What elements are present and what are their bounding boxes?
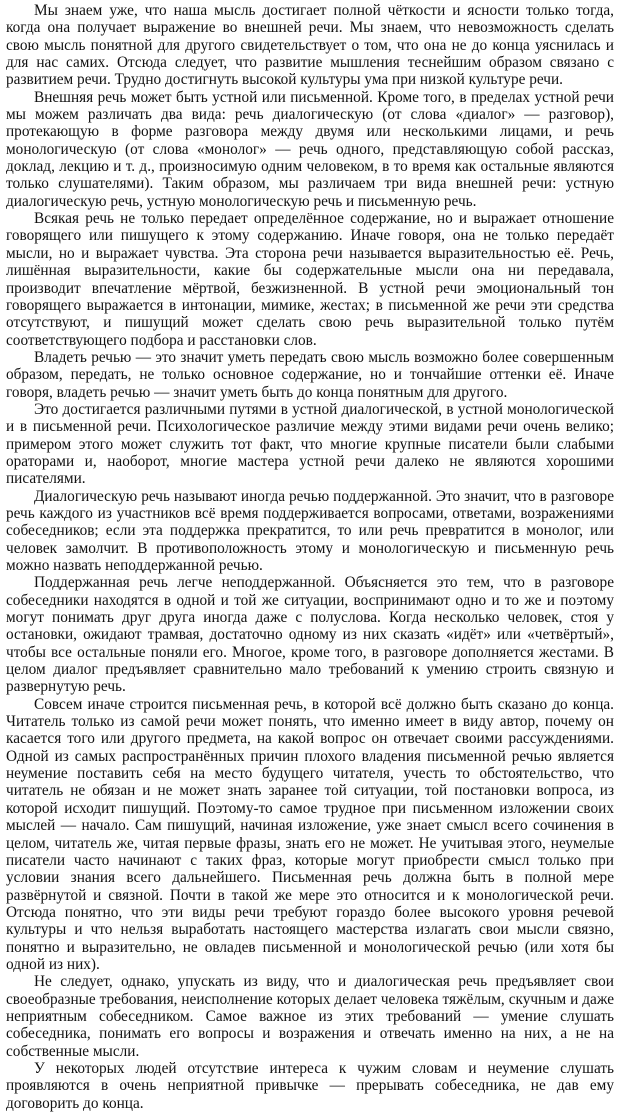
paragraph-6: Диалогическую речь называют иногда речью поддержанной. Это значит, что в разговоре речь каждого из участников всё время поддерживается вопросами, ответами, возражениями собеседников; если эта поддержка прекратится, то или речь превратится в монолог, или человек замолчит. В противоположность этому и монологическую и письменную речь можно назвать неподдержанной речью.: [6, 487, 614, 574]
paragraph-3: Всякая речь не только передает определённое содержание, но и выражает отношение говорящего или пишущего к этому содержанию. Иначе говоря, она не только передаёт мысли, но и выражает чувства. Эта сторона речи называется выразительностью её. Речь, лишённая выразительности, какие бы содержательные мысли она ни передавала, производит впечатление мёртвой, безжизненной. В устной речи эмоциональный тон говорящего выражается в интонации, мимике, жестах; в письменной же речи эти средства отсутствуют, и пишущий может сделать свою речь выразительной только путём соответствующего подбора и расстановки слов.: [6, 210, 614, 349]
paragraph-9: Не следует, однако, упускать из виду, что и диалогическая речь предъявляет свои своеобразные требования, неисполнение которых делает человека тяжёлым, скучным и даже неприятным собеседником. Самое важное из этих требований — умение слушать собеседника, понимать его вопросы и возражения и отвечать именно на них, а не на собственные мысли.: [6, 973, 614, 1060]
paragraph-4: Владеть речью — это значит уметь передать свою мысль возможно более совершенным образом, передать, не только основное содержание, но и тончайшие оттенки её. Иначе говоря, владеть речью — значит уметь быть до конца понятным для другого.: [6, 348, 614, 401]
paragraph-2: Внешняя речь может быть устной или письменной. Кроме того, в пределах устной речи мы можем различать два вида: речь диалогическую (от слова «диалог» — разговор), протекающую в форме разговора между двумя или несколькими лицами, и речь монологическую (от слова «монолог» — речь одного, представляющую собой рассказ, доклад, лекцию и т. д., произносимую одним человеком, в то время как остальные являются только слушателями). Таким образом, мы различаем три вида внешней речи: устную диалогическую речь, устную монологическую речь и письменную речь.: [6, 88, 614, 210]
paragraph-1: Мы знаем уже, что наша мысль достигает полной чёткости и ясности только тогда, когда она получает выражение во внешней речи. Мы знаем, что невозможность сделать свою мысль понятной для другого свидетельствует о том, что она не до конца уяснилась и для нас самих. Отсюда следует, что развитие мышления теснейшим образом связано с развитием речи. Трудно достигнуть высокой культуры ума при низкой культуре речи.: [6, 2, 614, 89]
paragraph-10: У некоторых людей отсутствие интереса к чужим словам и неумение слушать проявляются в очень неприятной привычке — прерывать собеседника, не дав ему договорить до конца.: [6, 1059, 614, 1112]
paragraph-5: Это достигается различными путями в устной диалогической, в устной монологической и в письменной речи. Психологическое различие между этими видами речи очень велико; примером этого может служить тот факт, что многие крупные писатели были слабыми ораторами и, наоборот, многие мастера устной речи далеко не являются хорошими писателями.: [6, 400, 614, 488]
paragraph-7: Поддержанная речь легче неподдержанной. Объясняется это тем, что в разговоре собеседники находятся в одной и той же ситуации, воспринимают одно и то же и поэтому могут понимать друг друга иногда даже с полуслова. Когда несколько человек, стоя у остановки, ожидают трамвая, достаточно одному из них сказать «идёт» или «четвёртый», чтобы все остальные поняли его. Многое, кроме того, в разговоре дополняется жестами. В целом диалог предъявляет сравнительно мало требований к умению строить связную и развернутую речь.: [6, 574, 614, 696]
paragraph-8: Совсем иначе строится письменная речь, в которой всё должно быть сказано до конца. Читатель только из самой речи может понять, что именно имеет в виду автор, почему он касается того или другого предмета, на какой вопрос он отвечает своими рассуждениями. Одной из самых распространённых причин плохого владения письменной речью является неумение поставить себя на место будущего читателя, учесть то обстоятельство, что читатель не обязан и не может знать заранее той ситуации, той постановки вопроса, из которой исходит пишущий. Поэтому-то самое трудное при письменном изложении своих мыслей — начало. Сам пишущий, начиная изложение, уже знает смысл всего сочинения в целом, читатель же, читая первые фразы, знать его не может. Не учитывая этого, неумелые писатели часто начинают с таких фраз, которые могут приобрести смысл только при условии знания всего дальнейшего. Письменная речь должна быть в полной мере развёрнутой и связной. Почти в такой же мере это относится и к монологической речи. Отсюда понятно, что эти виды речи требуют гораздо более высокого уровня речевой культуры и что нельзя выработать настоящего мастерства излагать свои мысли связно, понятно и выразительно, не овладев письменной и монологической речью (или хотя бы одной из них).: [6, 695, 614, 973]
